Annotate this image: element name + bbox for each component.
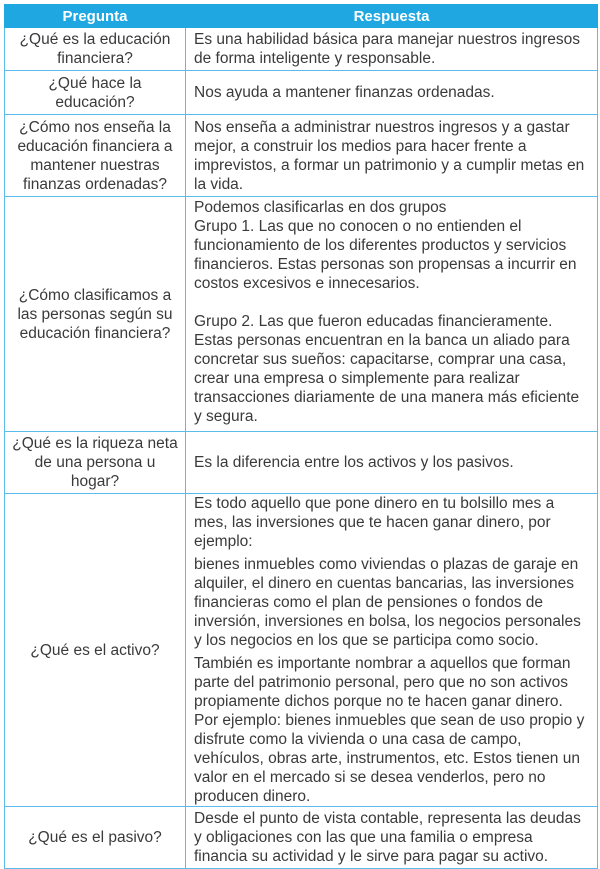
question-cell: ¿Cómo nos enseña la educación financiera a mantener nuestras finanzas ordenadas? (5, 115, 186, 197)
answer-paragraph: Nos ayuda a mantener finanzas ordenadas. (194, 84, 495, 101)
answer-cell (186, 494, 598, 807)
question-cell: ¿Qué es la educación financiera? (5, 28, 186, 71)
answer-paragraph: Grupo 1. Las que no conocen o no entienden el funcionamiento de los diferentes productos y servicios financieros. Estas personas son propensas a incurrir en costos excesivos e innecesarios. (194, 218, 577, 292)
header-question: Pregunta (5, 5, 186, 28)
answer-paragraph: Por ejemplo: bienes inmuebles que sean de uso propio y disfrute como la vivienda o una casa de campo, vehículos, obras arte, instrumentos, etc. Estos tienen un valor en el mercado si se desea venderlos, pero no producen dinero. (194, 712, 585, 805)
table-row (5, 115, 598, 197)
table-row (5, 28, 598, 71)
answer-paragraph: Es todo aquello que pone dinero en tu bolsillo mes a mes, las inversiones que te hacen ganar dinero, por ejemplo: (194, 495, 555, 550)
table-row (5, 71, 598, 115)
question-cell: ¿Qué es la riqueza neta de una persona u hogar? (5, 432, 186, 494)
answer-cell (186, 197, 598, 432)
table-row (5, 432, 598, 494)
paragraph-gap (194, 293, 589, 312)
question-cell: ¿Cómo clasificamos a las personas según su educación financiera? (5, 197, 186, 432)
answer-paragraph: Es una habilidad básica para manejar nuestros ingresos de forma inteligente y responsable. (194, 31, 581, 67)
answer-cell (186, 115, 598, 197)
answer-cell (186, 432, 598, 494)
answer-cell (186, 807, 598, 869)
answer-paragraph: Grupo 2. Las que fueron educadas financieramente. Estas personas encuentran en la banca un aliado para concretar sus sueños: capacitarse, comprar una casa, crear una empresa o simplemente para realizar transacciones diariamente de una manera más eficiente y segura. (194, 313, 580, 425)
answer-paragraph: Es la diferencia entre los activos y los pasivos. (194, 454, 514, 471)
answer-paragraph: Podemos clasificarlas en dos grupos (194, 199, 447, 216)
answer-paragraph: Nos enseña a administrar nuestros ingresos y a gastar mejor, a construir los medios para hacer frente a imprevistos, a formar un patrimonio y a cumplir metas en la vida. (194, 118, 585, 193)
answer-paragraph: También es importante nombrar a aquellos que forman parte del patrimonio personal, pero que no son activos propiamente dichos porque no te hacen ganar dinero. (194, 655, 571, 710)
table-row (5, 494, 598, 807)
table-row (5, 807, 598, 869)
qa-table-container (4, 4, 597, 865)
question-cell: ¿Qué hace la educación? (5, 71, 186, 115)
table-header-row (5, 5, 598, 28)
header-answer: Respuesta (186, 5, 598, 28)
question-cell: ¿Qué es el pasivo? (5, 807, 186, 869)
table-row (5, 197, 598, 432)
qa-table (4, 4, 598, 869)
question-cell: ¿Qué es el activo? (5, 494, 186, 807)
answer-paragraph: bienes inmuebles como viviendas o plazas de garaje en alquiler, el dinero en cuentas bancarias, las inversiones financieras como el plan de pensiones o fondos de inversión, inversiones en bolsa, los negocios personales y los negocios en los que se participa como socio. (194, 556, 581, 649)
answer-paragraph: Desde el punto de vista contable, representa las deudas y obligaciones con las que una familia o empresa financia su actividad y le sirve para pagar su activo. (194, 810, 581, 865)
answer-cell (186, 28, 598, 71)
answer-cell (186, 71, 598, 115)
